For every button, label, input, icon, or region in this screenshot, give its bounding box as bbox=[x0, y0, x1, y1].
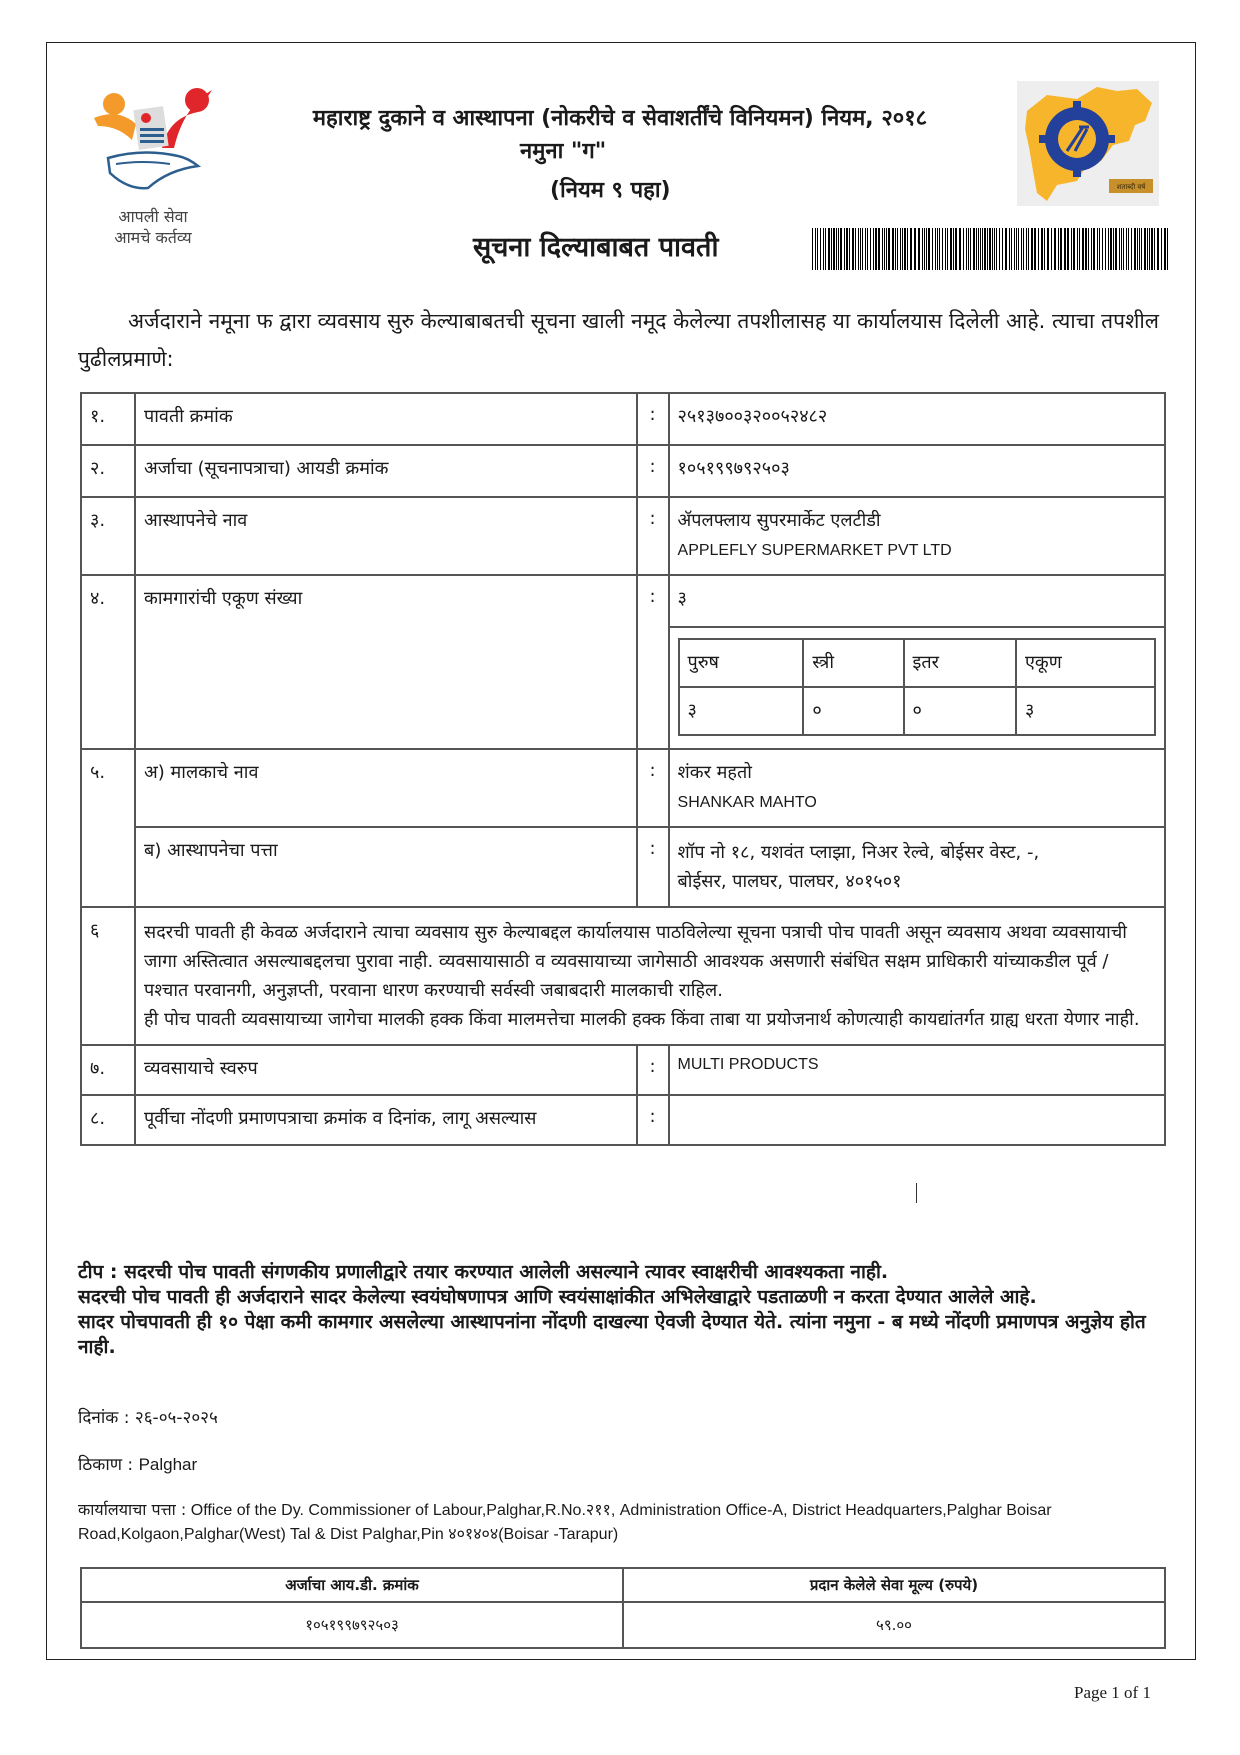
place-value: Palghar bbox=[138, 1455, 198, 1474]
barcode-bar bbox=[1115, 228, 1117, 270]
barcode-bar bbox=[999, 228, 1000, 270]
business-nature-value: MULTI PRODUCTS bbox=[669, 1045, 1165, 1095]
row-colon: : bbox=[637, 1095, 669, 1145]
barcode-bar bbox=[1002, 228, 1003, 270]
barcode-bar bbox=[1141, 228, 1142, 270]
tip-line-2: सदरची पोच पावती ही अर्जदाराने सादर केलेल्या स्वयंघोषणापत्र आणि स्वयंसाक्षांकीत अभिलेखाद्वारे पडताळणी न करता देण्यात आलेले आहे. bbox=[78, 1286, 1037, 1308]
barcode-bar bbox=[825, 228, 826, 270]
establishment-name-english: APPLEFLY SUPERMARKET PVT LTD bbox=[677, 542, 952, 559]
barcode-bar bbox=[862, 228, 863, 270]
header-male: पुरुष bbox=[679, 639, 804, 687]
barcode-bar bbox=[878, 228, 880, 270]
breakdown-header-row bbox=[679, 639, 1155, 687]
value-total: ३ bbox=[1016, 687, 1155, 735]
table-row-business-nature bbox=[81, 1045, 1165, 1095]
logo-caption-line1: आपली सेवा bbox=[118, 207, 188, 226]
barcode-bar bbox=[984, 228, 986, 270]
barcode-bar bbox=[935, 228, 936, 270]
barcode-bar bbox=[1119, 228, 1120, 270]
barcode-bar bbox=[953, 228, 954, 270]
fee-table-row bbox=[81, 1602, 1165, 1648]
barcode-bar bbox=[926, 228, 927, 270]
row-colon: : bbox=[637, 1045, 669, 1095]
barcode-bar bbox=[855, 228, 856, 270]
issue-date bbox=[78, 1405, 218, 1428]
barcode-bar bbox=[1023, 228, 1024, 270]
barcode-bar bbox=[1093, 228, 1095, 270]
barcode-bar bbox=[1077, 228, 1078, 270]
owner-name-marathi: शंकर महतो bbox=[677, 762, 752, 783]
barcode-bar bbox=[982, 228, 983, 270]
row-label: अ) मालकाचे नाव bbox=[135, 749, 636, 827]
barcode-bar bbox=[823, 228, 824, 270]
barcode-bar bbox=[945, 228, 946, 270]
barcode-bar bbox=[1128, 228, 1129, 270]
aaple-sarkar-logo bbox=[88, 78, 218, 248]
barcode-bar bbox=[1167, 228, 1168, 270]
barcode-bar bbox=[1144, 228, 1146, 270]
hand-people-logo-icon bbox=[88, 78, 218, 198]
table-row-receipt-number bbox=[81, 393, 1165, 445]
barcode-bar bbox=[1054, 228, 1056, 270]
service-fee-cell: ५९.०० bbox=[623, 1602, 1165, 1648]
barcode-icon bbox=[812, 228, 1170, 270]
row-number: ८. bbox=[81, 1095, 135, 1145]
barcode-bar bbox=[963, 228, 964, 270]
address-line2: बोईसर, पालघर, पालघर, ४०१५०१ bbox=[677, 871, 902, 892]
row-label: पूर्वीचा नोंदणी प्रमाणपत्राचा क्रमांक व दिनांक, लागू असल्यास bbox=[135, 1095, 636, 1145]
barcode-bar bbox=[892, 228, 894, 270]
form-name: नमुना "ग" bbox=[520, 139, 607, 164]
rules-title: महाराष्ट्र दुकाने व आस्थापना (नोकरीचे व सेवाशर्तींचे विनियमन) नियम, २०१८ bbox=[312, 106, 928, 131]
value-other: ० bbox=[904, 687, 1016, 735]
worker-breakdown-table bbox=[678, 638, 1156, 736]
office-address bbox=[78, 1498, 1078, 1547]
date-label: दिनांक : bbox=[78, 1408, 130, 1428]
barcode-bar bbox=[1058, 228, 1059, 270]
value-female: ० bbox=[803, 687, 903, 735]
barcode-bar bbox=[1028, 228, 1029, 270]
office-value: Office of the Dy. Commissioner of Labour,Palghar,R.No.२११, Administration Office-A, District Headquarters,Palghar Boisar Road,Kolgaon,Palghar(West) Tal & Dist Palghar,Pin ४०१४०४(Boisar -Tarapur) bbox=[78, 1502, 1052, 1543]
barcode-bar bbox=[888, 228, 890, 270]
barcode-bar bbox=[947, 228, 948, 270]
barcode-bar bbox=[820, 228, 821, 270]
emblem-ribbon-text: शताब्दी वर्ष bbox=[1116, 183, 1146, 191]
row-number: १. bbox=[81, 393, 135, 445]
owner-name-english: SHANKAR MAHTO bbox=[677, 794, 817, 811]
row-label: ब) आस्थापनेचा पत्ता bbox=[135, 827, 636, 907]
barcode-bar bbox=[875, 228, 877, 270]
row-number: ६ bbox=[81, 907, 135, 1045]
barcode-bar bbox=[897, 228, 898, 270]
barcode-bar bbox=[1038, 228, 1039, 270]
barcode-bar bbox=[904, 228, 906, 270]
establishment-name-value bbox=[669, 497, 1165, 575]
barcode-bar bbox=[1064, 228, 1066, 270]
barcode-bar bbox=[884, 228, 885, 270]
barcode-bar bbox=[1097, 228, 1098, 270]
header-service-fee: प्रदान केलेले सेवा मूल्य (रुपये) bbox=[623, 1568, 1165, 1602]
barcode-bar bbox=[1009, 228, 1010, 270]
barcode-bar bbox=[1154, 228, 1155, 270]
barcode-bar bbox=[1126, 228, 1127, 270]
barcode-bar bbox=[996, 228, 997, 270]
barcode-bar bbox=[1121, 228, 1122, 270]
barcode-bar bbox=[994, 228, 995, 270]
barcode-bar bbox=[828, 228, 830, 270]
barcode-bar bbox=[1079, 228, 1080, 270]
header-other: इतर bbox=[904, 639, 1016, 687]
barcode-bar bbox=[973, 228, 975, 270]
application-id-cell: १०५१९९७९२५०३ bbox=[81, 1602, 623, 1648]
barcode-bar bbox=[1016, 228, 1017, 270]
text-cursor bbox=[916, 1183, 917, 1203]
disclaimer-text bbox=[135, 907, 1165, 1045]
barcode-bar bbox=[840, 228, 842, 270]
barcode-bar bbox=[867, 228, 868, 270]
barcode-bar bbox=[836, 228, 837, 270]
barcode-bar bbox=[1164, 228, 1166, 270]
barcode-bar bbox=[970, 228, 971, 270]
row-number: ३. bbox=[81, 497, 135, 575]
barcode-bar bbox=[1091, 228, 1092, 270]
barcode-bar bbox=[1026, 228, 1027, 270]
row-label: अर्जाचा (सूचनापत्राचा) आयडी क्रमांक bbox=[135, 445, 636, 497]
barcode-bar bbox=[1041, 228, 1043, 270]
row-label: आस्थापनेचे नाव bbox=[135, 497, 636, 575]
barcode-bar bbox=[1018, 228, 1019, 270]
header-total: एकूण bbox=[1016, 639, 1155, 687]
barcode-bar bbox=[924, 228, 925, 270]
barcode-bar bbox=[849, 228, 850, 270]
barcode-bar bbox=[1067, 228, 1069, 270]
table-row-establishment-address bbox=[81, 827, 1165, 907]
header-female: स्त्री bbox=[803, 639, 903, 687]
disclaimer-paragraph-1: सदरची पावती ही केवळ अर्जदाराने त्याचा व्यवसाय सुरु केल्याबद्दल कार्यालयास पाठविलेल्या सूचना पत्राची पोच पावती असून व्यवसाय अथवा व्यवसायाची जागा अस्तित्वात असल्याबद्दलचा पुरावा नाही. व्यवसायासाठी व व्यवसायाच्या जागेसाठी आवश्यक असणारी संबंधित सक्षम प्राधिकारी यांच्याकडील पूर्व / पश्चात परवानगी, अनुज्ञप्ती, परवाना धारण करण्याची सर्वस्वी जबाबदारी मालकाची राहिल. bbox=[144, 922, 1127, 1001]
office-label: कार्यालयाचा पत्ता : bbox=[78, 1500, 187, 1519]
barcode-bar bbox=[1044, 228, 1045, 270]
barcode-bar bbox=[976, 228, 977, 270]
barcode-bar bbox=[895, 228, 896, 270]
page-number: Page 1 of 1 bbox=[1074, 1683, 1151, 1702]
tip-note bbox=[78, 1260, 1178, 1360]
barcode-bar bbox=[1151, 228, 1153, 270]
table-row-establishment-name bbox=[81, 497, 1165, 575]
barcode-bar bbox=[860, 228, 861, 270]
barcode-bar bbox=[939, 228, 940, 270]
row-label: पावती क्रमांक bbox=[135, 393, 636, 445]
tip-line-3: सादर पोचपावती ही १० पेक्षा कमी कामगार असलेल्या आस्थापनांना नोंदणी दाखल्या ऐवजी देण्यात येते. त्यांना नमुना - ब मध्ये नोंदणी प्रमाणपत्र अनुज्ञेय होत नाही. bbox=[78, 1311, 1146, 1358]
barcode-bar bbox=[1108, 228, 1109, 270]
breakdown-value-row bbox=[679, 687, 1155, 735]
barcode-bar bbox=[846, 228, 848, 270]
barcode bbox=[812, 228, 1170, 270]
barcode-bar bbox=[1021, 228, 1022, 270]
row-number: ७. bbox=[81, 1045, 135, 1095]
header-application-id: अर्जाचा आय.डी. क्रमांक bbox=[81, 1568, 623, 1602]
logo-caption-line2: आमचे कर्तव्य bbox=[114, 228, 192, 247]
barcode-bar bbox=[942, 228, 943, 270]
rule-reference: (नियम ९ पहा) bbox=[550, 178, 671, 203]
barcode-bar bbox=[1082, 228, 1084, 270]
table-row-application-id bbox=[81, 445, 1165, 497]
barcode-bar bbox=[1102, 228, 1103, 270]
barcode-bar bbox=[812, 228, 813, 270]
barcode-bar bbox=[907, 228, 908, 270]
barcode-bar bbox=[1157, 228, 1159, 270]
barcode-bar bbox=[817, 228, 818, 270]
fee-table bbox=[80, 1567, 1166, 1649]
barcode-bar bbox=[838, 228, 839, 270]
barcode-bar bbox=[968, 228, 969, 270]
barcode-bar bbox=[902, 228, 903, 270]
row-colon: : bbox=[637, 575, 669, 749]
date-value: २६-०५-२०२५ bbox=[134, 1408, 218, 1428]
barcode-bar bbox=[1014, 228, 1015, 270]
barcode-bar bbox=[882, 228, 883, 270]
barcode-bar bbox=[870, 228, 871, 270]
barcode-bar bbox=[873, 228, 874, 270]
establishment-address-value bbox=[669, 827, 1165, 907]
barcode-bar bbox=[1073, 228, 1075, 270]
table-row-owner-name bbox=[81, 749, 1165, 827]
row-colon: : bbox=[637, 827, 669, 907]
barcode-bar bbox=[922, 228, 923, 270]
table-row-previous-registration bbox=[81, 1095, 1165, 1145]
previous-registration-value bbox=[669, 1095, 1165, 1145]
barcode-bar bbox=[918, 228, 920, 270]
document-title: सूचना दिल्याबाबत पावती bbox=[473, 232, 719, 263]
barcode-bar bbox=[1147, 228, 1148, 270]
barcode-bar bbox=[992, 228, 993, 270]
intro-paragraph: अर्जदाराने नमूना फ द्वारा व्यवसाय सुरु केल्याबाबतची सूचना खाली नमूद केलेल्या तपशीलासह या कार्यालयास दिलेली आहे. त्याचा तपशील पुढीलप्रमाणे: bbox=[78, 309, 1160, 371]
barcode-bar bbox=[1113, 228, 1114, 270]
barcode-bar bbox=[1060, 228, 1062, 270]
labour-department-emblem bbox=[1017, 81, 1159, 206]
fee-table-header bbox=[81, 1568, 1165, 1602]
barcode-bar bbox=[937, 228, 938, 270]
barcode-bar bbox=[914, 228, 916, 270]
barcode-bar bbox=[1031, 228, 1033, 270]
barcode-bar bbox=[1034, 228, 1036, 270]
barcode-bar bbox=[865, 228, 866, 270]
worker-total-value: ३ bbox=[669, 575, 1165, 627]
barcode-bar bbox=[1051, 228, 1052, 270]
barcode-bar bbox=[886, 228, 887, 270]
receipt-number-value: २५१३७००३२००५२४८२ bbox=[669, 393, 1165, 445]
barcode-bar bbox=[987, 228, 988, 270]
barcode-bar bbox=[910, 228, 912, 270]
row-label: व्यवसायाचे स्वरुप bbox=[135, 1045, 636, 1095]
issue-place bbox=[78, 1452, 197, 1475]
barcode-bar bbox=[1131, 228, 1132, 270]
barcode-bar bbox=[844, 228, 845, 270]
barcode-bar bbox=[1099, 228, 1100, 270]
row-number: ५. bbox=[81, 749, 135, 907]
details-table bbox=[80, 392, 1166, 1146]
barcode-bar bbox=[1161, 228, 1162, 270]
barcode-bar bbox=[1047, 228, 1049, 270]
disclaimer-paragraph-2: ही पोच पावती व्यवसायाच्या जागेचा मालकी हक्क किंवा मालमत्तेचा मालकी हक्क किंवा ताबा या प्रयोजनार्थ कोणत्याही कायद्यांतर्गत ग्राह्य धरता येणार नाही. bbox=[144, 1009, 1140, 1030]
row-colon: : bbox=[637, 749, 669, 827]
barcode-bar bbox=[1139, 228, 1140, 270]
barcode-bar bbox=[1149, 228, 1150, 270]
barcode-bar bbox=[932, 228, 933, 270]
owner-name-value bbox=[669, 749, 1165, 827]
barcode-bar bbox=[980, 228, 981, 270]
barcode-bar bbox=[1134, 228, 1136, 270]
barcode-bar bbox=[1137, 228, 1138, 270]
barcode-bar bbox=[852, 228, 854, 270]
barcode-bar bbox=[1071, 228, 1072, 270]
barcode-bar bbox=[1011, 228, 1012, 270]
barcode-bar bbox=[1085, 228, 1087, 270]
barcode-bar bbox=[1005, 228, 1007, 270]
application-id-value: १०५१९९७९२५०३ bbox=[669, 445, 1165, 497]
value-male: ३ bbox=[679, 687, 804, 735]
barcode-bar bbox=[959, 228, 961, 270]
row-colon: : bbox=[637, 445, 669, 497]
table-row-disclaimer bbox=[81, 907, 1165, 1045]
barcode-bar bbox=[1105, 228, 1106, 270]
barcode-bar bbox=[833, 228, 835, 270]
barcode-bar bbox=[989, 228, 991, 270]
barcode-bar bbox=[928, 228, 930, 270]
address-line1: शॉप नो १८, यशवंत प्लाझा, निअर रेल्वे, बोईसर वेस्ट, -, bbox=[677, 842, 1040, 863]
barcode-bar bbox=[1110, 228, 1112, 270]
barcode-bar bbox=[1123, 228, 1124, 270]
maharashtra-map-gear-icon bbox=[1017, 81, 1159, 206]
barcode-bar bbox=[1088, 228, 1089, 270]
barcode-bar bbox=[900, 228, 901, 270]
establishment-name-marathi: ॲपलफ्लाय सुपरमार्केट एलटीडी bbox=[677, 510, 881, 531]
tip-line-1: टीप : सदरची पोच पावती संगणकीय प्रणालीद्वारे तयार करण्यात आलेली असल्याने त्यावर स्वाक्षरीची आवश्यकता नाही. bbox=[78, 1261, 889, 1283]
row-colon: : bbox=[637, 497, 669, 575]
barcode-bar bbox=[858, 228, 859, 270]
row-colon: : bbox=[637, 393, 669, 445]
row-number: ४. bbox=[81, 575, 135, 749]
barcode-bar bbox=[831, 228, 832, 270]
row-label: कामगारांची एकूण संख्या bbox=[135, 575, 636, 749]
barcode-bar bbox=[815, 228, 816, 270]
barcode-bar bbox=[966, 228, 967, 270]
row-number: २. bbox=[81, 445, 135, 497]
barcode-bar bbox=[950, 228, 952, 270]
barcode-bar bbox=[955, 228, 957, 270]
table-row-worker-count bbox=[81, 575, 1165, 627]
place-label: ठिकाण : bbox=[78, 1455, 134, 1475]
barcode-bar bbox=[978, 228, 979, 270]
